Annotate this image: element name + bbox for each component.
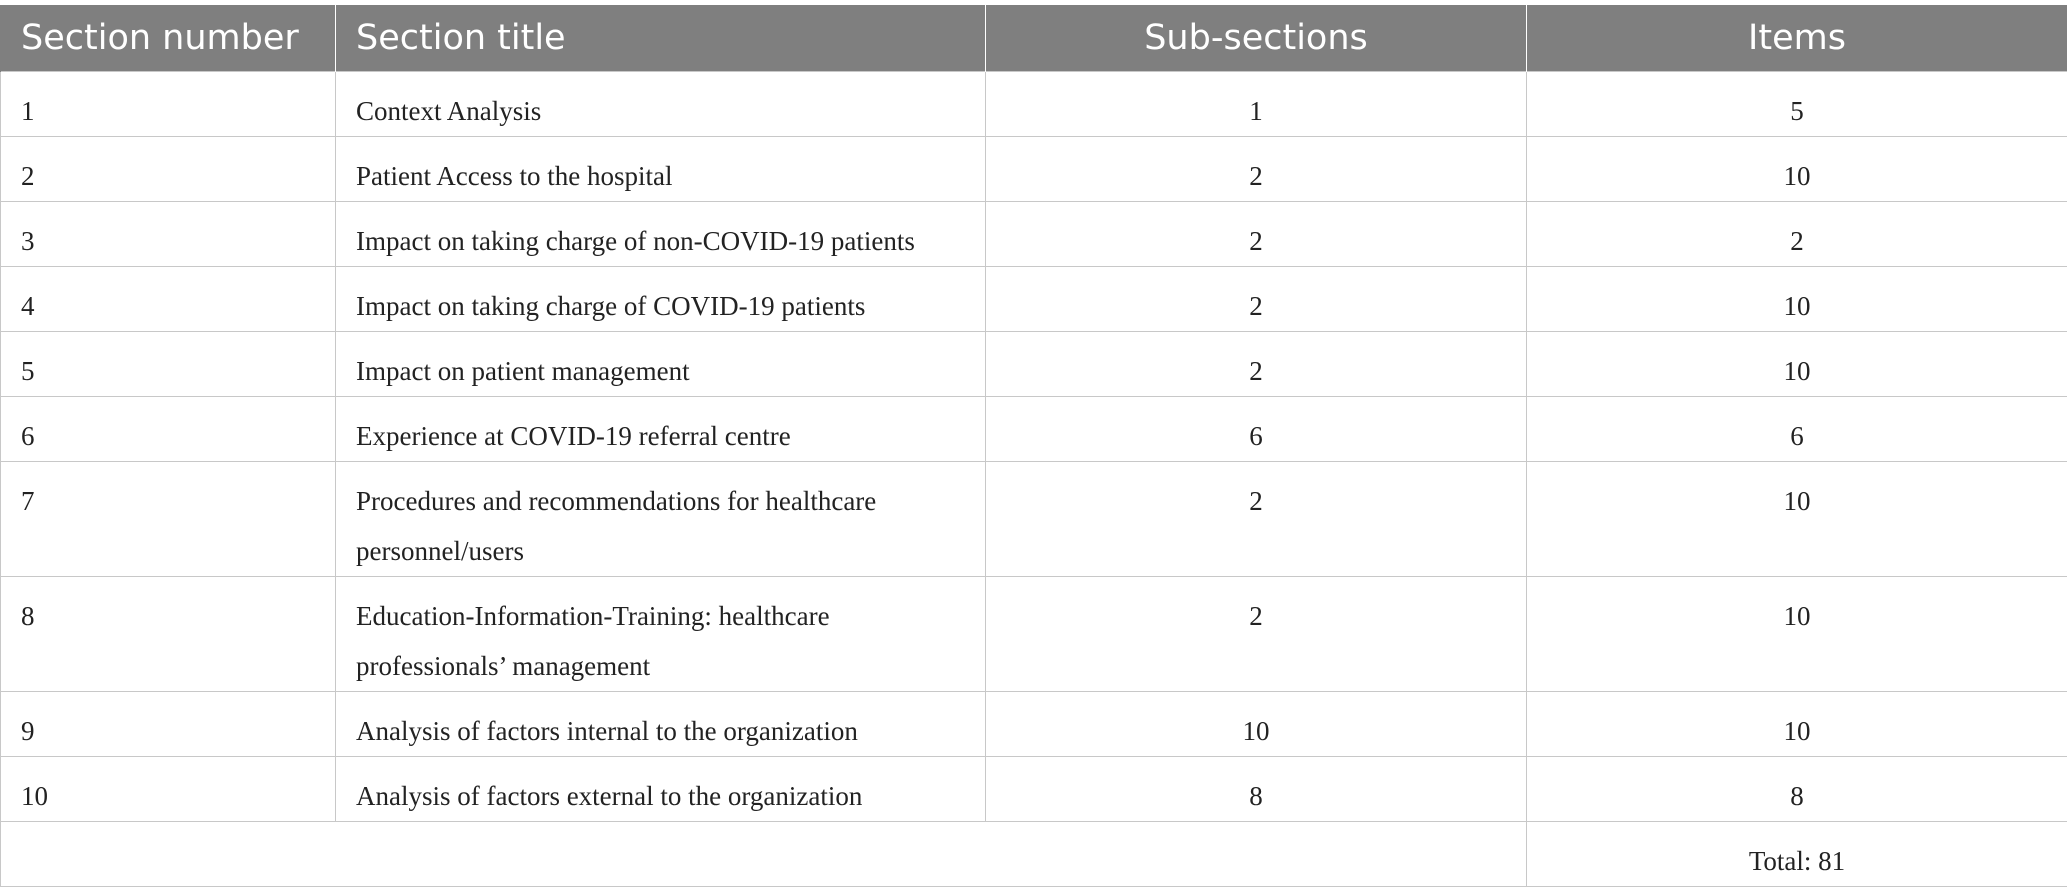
header-section-title: Section title — [336, 5, 986, 72]
table-row — [1, 577, 2067, 692]
cell-total: Total: 81 — [1527, 822, 2067, 887]
cell-sub-sections: 1 — [986, 72, 1527, 137]
cell-section-number: 3 — [1, 202, 336, 267]
cell-section-number: 4 — [1, 267, 336, 332]
cell-sub-sections: 2 — [986, 267, 1527, 332]
table-header — [1, 5, 2067, 72]
cell-items: 10 — [1527, 267, 2067, 332]
table-row — [1, 137, 2067, 202]
sections-table — [0, 5, 2067, 887]
total-row — [1, 822, 2067, 887]
cell-section-title: Analysis of factors internal to the organization — [336, 692, 986, 757]
cell-items: 10 — [1527, 692, 2067, 757]
cell-sub-sections: 2 — [986, 462, 1527, 577]
table-row — [1, 462, 2067, 577]
cell-items: 2 — [1527, 202, 2067, 267]
table-row — [1, 397, 2067, 462]
cell-items: 6 — [1527, 397, 2067, 462]
table-row — [1, 267, 2067, 332]
table-body — [1, 72, 2067, 887]
table-row — [1, 72, 2067, 137]
header-row — [1, 5, 2067, 72]
cell-section-title: Impact on taking charge of COVID-19 patients — [336, 267, 986, 332]
cell-items: 10 — [1527, 462, 2067, 577]
cell-items: 10 — [1527, 332, 2067, 397]
cell-section-title: Education-Information-Training: healthcare professionals’ management — [336, 577, 986, 692]
cell-section-title: Analysis of factors external to the organization — [336, 757, 986, 822]
cell-section-title: Impact on taking charge of non-COVID-19 patients — [336, 202, 986, 267]
cell-section-number: 1 — [1, 72, 336, 137]
cell-items: 8 — [1527, 757, 2067, 822]
cell-sub-sections: 2 — [986, 137, 1527, 202]
total-row-spacer — [1, 822, 1527, 887]
header-items: Items — [1527, 5, 2067, 72]
table-row — [1, 202, 2067, 267]
cell-section-title: Procedures and recommendations for healthcare personnel/users — [336, 462, 986, 577]
cell-section-title: Impact on patient management — [336, 332, 986, 397]
cell-section-number: 5 — [1, 332, 336, 397]
header-sub-sections: Sub-sections — [986, 5, 1527, 72]
cell-items: 5 — [1527, 72, 2067, 137]
table-row — [1, 757, 2067, 822]
cell-sub-sections: 10 — [986, 692, 1527, 757]
cell-items: 10 — [1527, 577, 2067, 692]
cell-section-number: 7 — [1, 462, 336, 577]
cell-sub-sections: 8 — [986, 757, 1527, 822]
cell-section-number: 8 — [1, 577, 336, 692]
cell-sub-sections: 2 — [986, 202, 1527, 267]
cell-items: 10 — [1527, 137, 2067, 202]
cell-section-number: 6 — [1, 397, 336, 462]
header-section-number: Section number — [1, 5, 336, 72]
table-row — [1, 332, 2067, 397]
cell-section-title: Experience at COVID-19 referral centre — [336, 397, 986, 462]
cell-section-number: 10 — [1, 757, 336, 822]
cell-sub-sections: 6 — [986, 397, 1527, 462]
cell-sub-sections: 2 — [986, 577, 1527, 692]
cell-section-title: Context Analysis — [336, 72, 986, 137]
table-row — [1, 692, 2067, 757]
cell-section-number: 9 — [1, 692, 336, 757]
cell-section-title: Patient Access to the hospital — [336, 137, 986, 202]
cell-sub-sections: 2 — [986, 332, 1527, 397]
cell-section-number: 2 — [1, 137, 336, 202]
